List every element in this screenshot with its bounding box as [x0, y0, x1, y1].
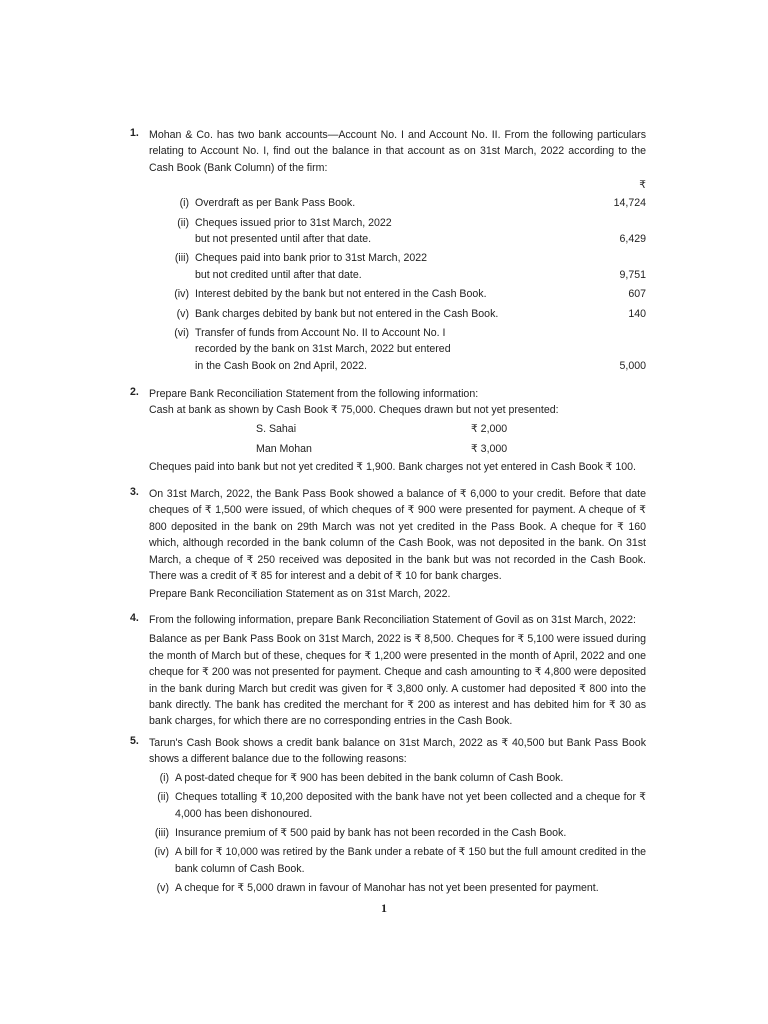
question-text: Balance as per Bank Pass Book on 31st March, 2022 is ₹ 8,500. Cheques for ₹ 5,100 were issued during the month of March but of these, cheques for ₹ 1,200 were presented in the month of April, 2022 and one cheque for ₹ 200 was not presented for payment. Cheque and cash amounting to ₹ 4,800 were deposited in the bank during March but credit was given for ₹ 3,800 only. A customer had deposited ₹ 800 into the bank directly. The bank has credited the merchant for ₹ 200 as interest and has debited him for ₹ 30 as bank charges, for which there are no corresponding entries in the Cash Book.	[149, 633, 646, 728]
list-item	[149, 286, 646, 302]
question-4	[130, 612, 646, 730]
question-1	[130, 127, 646, 374]
item-text: but not credited until after that date.	[195, 268, 362, 281]
list-item	[149, 306, 646, 322]
question-task: Prepare Bank Reconciliation Statement as on 31st March, 2022.	[149, 588, 451, 601]
row-name: Man Mohan	[256, 442, 312, 455]
question-number: 3.	[130, 486, 139, 498]
question-text: On 31st March, 2022, the Bank Pass Book showed a balance of ₹ 6,000 to your credit. Before that date cheques of ₹ 1,500 were issued, of which cheques of ₹ 900 were presented for payment. A cheque of ₹ 800 deposited in the bank on 29th March was not yet credited in the Pass Book. A cheque for ₹ 160 which, although recorded in the bank column of the Cash Book, was not deposited in the bank. On 31st March, a cheque of ₹ 250 received was deposited in the bank but was not recorded in the Cash Book. There was a credit of ₹ 85 for interest and a debit of ₹ 10 for bank charges.	[149, 488, 646, 583]
item-text: A post-dated cheque for ₹ 900 has been debited in the bank column of Cash Book.	[175, 771, 564, 784]
question-5	[130, 735, 646, 897]
item-text: A bill for ₹ 10,000 was retired by the Bank under a rebate of ₹ 150 but the full amount credited in the bank column of Cash Book.	[175, 846, 646, 875]
item-number: (i)	[159, 771, 169, 784]
page-number: 1	[381, 901, 387, 915]
item-number: (iii)	[154, 827, 169, 840]
list-item	[149, 770, 646, 786]
item-text: A cheque for ₹ 5,000 drawn in favour of Manohar has not yet been presented for payment.	[175, 882, 599, 895]
question-number: 2.	[130, 386, 139, 398]
question-text: Tarun's Cash Book shows a credit bank balance on 31st March, 2022 as ₹ 40,500 but Bank Pass Book shows a different balance due to the following reasons:	[149, 737, 646, 766]
item-amount: 9,751	[619, 268, 646, 281]
list-item	[149, 844, 646, 877]
item-text: Transfer of funds from Account No. II to Account No. I	[195, 327, 446, 340]
item-amount: 6,429	[619, 233, 646, 246]
item-text: Cheques totalling ₹ 10,200 deposited with the bank have not yet been collected and a cheque for ₹ 4,000 has been dishonoured.	[175, 791, 646, 820]
item-text: Insurance premium of ₹ 500 paid by bank has not been recorded in the Cash Book.	[175, 827, 567, 840]
item-number: (v)	[176, 307, 189, 320]
row-name: S. Sahai	[256, 422, 297, 435]
list-item	[149, 215, 646, 248]
item-text: recorded by the bank on 31st March, 2022 but entered	[195, 343, 451, 356]
list-item	[149, 789, 646, 822]
question-text: Mohan & Co. has two bank accounts—Account No. I and Account No. II. From the following particulars relating to Account No. I, find out the balance in that account as on 31st March, 2022 according to the Cash Book (Bank Column) of the firm:	[149, 129, 646, 174]
question-number: 5.	[130, 735, 139, 747]
list-item	[149, 880, 646, 896]
item-text: Cheques issued prior to 31st March, 2022	[195, 216, 392, 229]
question-2	[130, 386, 646, 475]
row-value: ₹ 3,000	[471, 442, 508, 455]
item-amount: 14,724	[613, 197, 646, 210]
item-amount: 607	[628, 288, 646, 301]
row-value: ₹ 2,000	[471, 422, 508, 435]
list-item	[149, 250, 646, 283]
item-number: (i)	[179, 197, 189, 210]
item-amount: 140	[628, 307, 646, 320]
item-number: (vi)	[174, 327, 189, 340]
question-text: Cheques paid into bank but not yet credited ₹ 1,900. Bank charges not yet entered in Cash Book ₹ 100.	[149, 460, 636, 473]
item-number: (iii)	[174, 252, 189, 265]
item-text: in the Cash Book on 2nd April, 2022.	[195, 359, 367, 372]
item-text: Cheques paid into bank prior to 31st March, 2022	[195, 252, 428, 265]
list-item	[149, 195, 646, 211]
item-text: Interest debited by the bank but not entered in the Cash Book.	[195, 288, 487, 301]
question-number: 1.	[130, 127, 139, 139]
item-number: (v)	[156, 882, 169, 895]
question-number: 4.	[130, 612, 139, 624]
item-text: Overdraft as per Bank Pass Book.	[195, 197, 356, 210]
table-row	[149, 439, 646, 459]
list-item	[149, 825, 646, 841]
item-number: (iv)	[154, 846, 169, 859]
item-number: (iv)	[174, 288, 189, 301]
question-text: Prepare Bank Reconciliation Statement from the following information:	[149, 388, 479, 400]
item-amount: 5,000	[619, 359, 646, 372]
item-number: (ii)	[177, 216, 189, 229]
question-text: From the following information, prepare Bank Reconciliation Statement of Govil as on 31st March, 2022:	[149, 614, 636, 626]
list-item	[149, 325, 646, 374]
item-text: but not presented until after that date.	[195, 233, 372, 246]
table-row	[149, 419, 646, 439]
currency-header: ₹	[639, 179, 646, 192]
question-3	[130, 486, 646, 603]
item-text: Bank charges debited by bank but not entered in the Cash Book.	[195, 307, 499, 320]
question-text: Cash at bank as shown by Cash Book ₹ 75,000. Cheques drawn but not yet presented:	[149, 404, 559, 417]
item-number: (ii)	[157, 791, 169, 804]
